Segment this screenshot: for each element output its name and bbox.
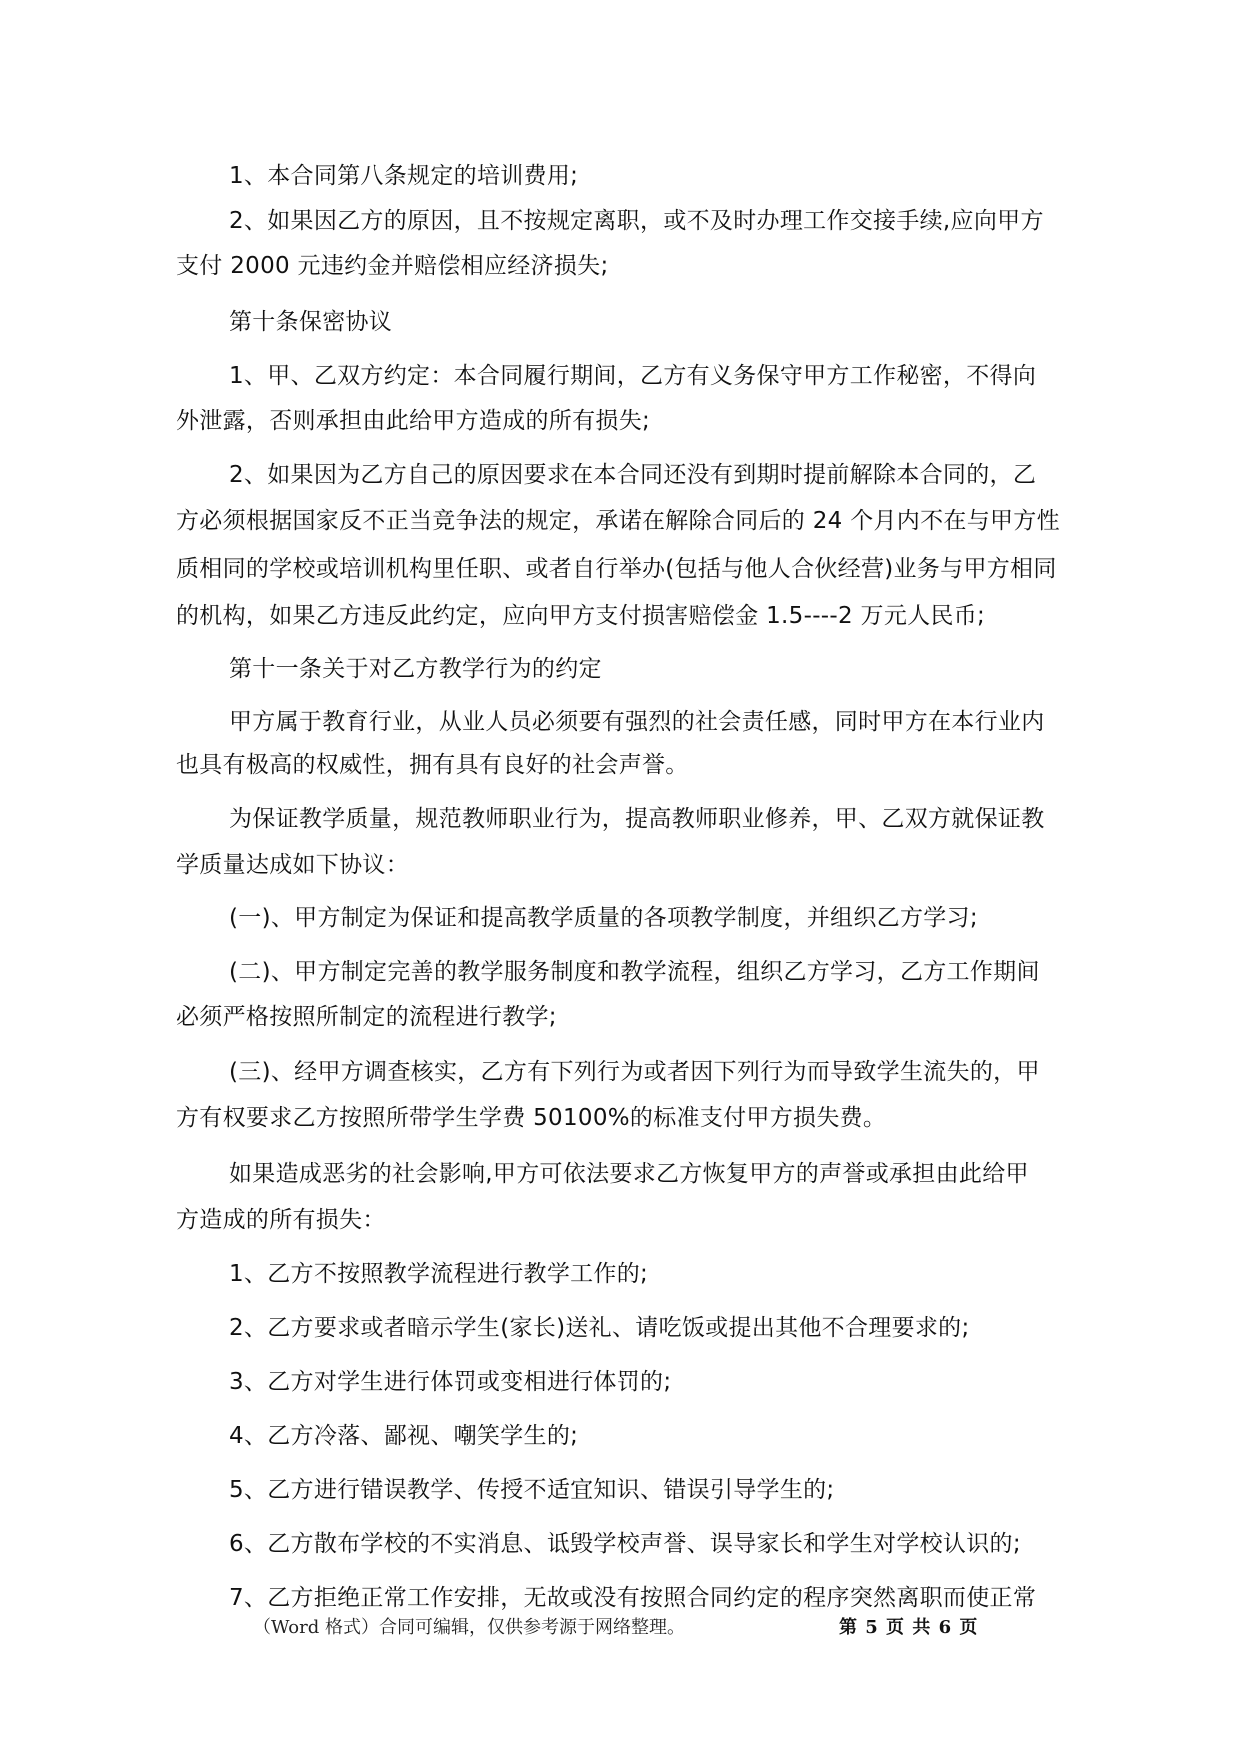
line-text: (三)、经甲方调查核实，乙方有下列行为或者因下列行为而导致学生流失的，甲 [229,1059,1040,1085]
line-text: 第十一条关于对乙方教学行为的约定 [229,656,602,682]
list-item [0,1524,1241,1564]
list-item [0,1362,1241,1402]
text-line [0,898,1241,938]
list-item [0,1416,1241,1456]
line-text: 也具有极高的权威性，拥有具有良好的社会声誉。 [176,752,689,778]
line-text: 如果造成恶劣的社会影响,甲方可依法要求乙方恢复甲方的声誉或承担由此给甲 [229,1161,1029,1187]
line-text: 学质量达成如下协议： [176,852,409,878]
line-text: 必须严格按照所制定的流程进行教学; [176,1004,557,1030]
text-line [0,1052,1241,1092]
section-heading [0,649,1241,689]
line-text: 甲方属于教育行业，从业人员必须要有强烈的社会责任感，同时甲方在本行业内 [229,709,1045,735]
line-text: 1、甲、乙双方约定：本合同履行期间，乙方有义务保守甲方工作秘密，不得向 [229,363,1037,389]
line-text: (一)、甲方制定为保证和提高教学质量的各项教学制度，并组织乙方学习; [229,905,978,931]
section-heading [0,302,1241,342]
text-line [0,596,1241,636]
line-text: 2、乙方要求或者暗示学生(家长)送礼、请吃饭或提出其他不合理要求的; [229,1315,970,1341]
footer-note: （Word 格式）合同可编辑，仅供参考源于网络整理。 [253,1617,685,1638]
line-text: 方造成的所有损失： [176,1207,386,1233]
text-line [0,1154,1241,1194]
text-line [0,501,1241,541]
text-line [0,246,1241,286]
text-line [0,952,1241,992]
text-line [0,745,1241,785]
line-text: 1、乙方不按照教学流程进行教学工作的; [229,1261,649,1287]
line-text: 方必须根据国家反不正当竞争法的规定，承诺在解除合同后的 24 个月内不在与甲方性 [176,508,1060,534]
text-line [0,401,1241,441]
line-text: 6、乙方散布学校的不实消息、诋毁学校声誉、误导家长和学生对学校认识的; [229,1531,1021,1557]
line-text: 外泄露，否则承担由此给甲方造成的所有损失; [176,408,651,434]
line-text: 第十条保密协议 [229,309,393,335]
text-line [0,845,1241,885]
list-item [0,1308,1241,1348]
line-text: 3、乙方对学生进行体罚或变相进行体罚的; [229,1369,672,1395]
line-text: 5、乙方进行错误教学、传授不适宜知识、错误引导学生的; [229,1477,835,1503]
line-text: 1、本合同第八条规定的培训费用; [229,163,579,189]
text-line [0,156,1241,196]
line-text: 2、如果因乙方的原因，且不按规定离职，或不及时办理工作交接手续,应向甲方 [229,208,1044,234]
text-line [0,1098,1241,1138]
line-text: 支付 2000 元违约金并赔偿相应经济损失; [176,253,609,279]
line-text: 质相同的学校或培训机构里任职、或者自行举办(包括与他人合伙经营)业务与甲方相同 [176,556,1057,582]
text-line [0,549,1241,589]
page-indicator: 第 5 页 共 6 页 [839,1617,979,1638]
line-text: 的机构，如果乙方违反此约定，应向甲方支付损害赔偿金 1.5----2 万元人民币; [176,603,986,629]
line-text: 为保证教学质量，规范教师职业行为，提高教师职业修养，甲、乙双方就保证教 [229,806,1045,832]
text-line [0,455,1241,495]
line-text: 2、如果因为乙方自己的原因要求在本合同还没有到期时提前解除本合同的，乙 [229,462,1037,488]
text-line [0,356,1241,396]
text-line [0,997,1241,1037]
list-item [0,1470,1241,1510]
line-text: 方有权要求乙方按照所带学生学费 50100%的标准支付甲方损失费。 [176,1105,887,1131]
text-line [0,201,1241,241]
list-item [0,1254,1241,1294]
text-line [0,799,1241,839]
text-line [0,1200,1241,1240]
text-line [0,702,1241,742]
line-text: 7、乙方拒绝正常工作安排，无故或没有按照合同约定的程序突然离职而使正常 [229,1585,1037,1611]
line-text: 4、乙方冷落、鄙视、嘲笑学生的; [229,1423,579,1449]
line-text: (二)、甲方制定完善的教学服务制度和教学流程，组织乙方学习，乙方工作期间 [229,959,1040,985]
